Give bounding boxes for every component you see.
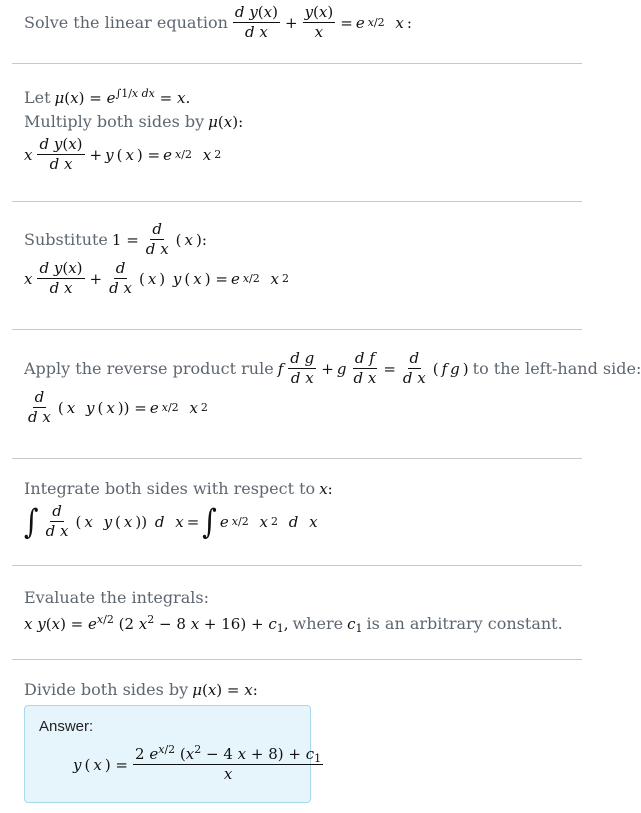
equation: x $y(x) = e^{x/2}$ (2 $x^2 - 8$ $x + 16) + c_1$, [24, 613, 289, 635]
equation: $\frac{d}{\text{d x}}$ ( x y ( x )) = e x/2 x 2 [28, 388, 208, 426]
step-text-2: Multiply both sides by [24, 112, 205, 131]
step-text: Divide both sides by [24, 680, 189, 699]
product-rule: f $\frac{\text{d g}}{\text{d x}}$ + g $\frac{\text{d f}}{\text{d x}}$ = $\frac{d}{\text{d x}}$ ( f g ) [277, 349, 469, 387]
step-text: Let [24, 88, 51, 107]
step-text: Substitute [24, 229, 108, 249]
divider [12, 329, 582, 330]
step-substitute [24, 221, 621, 297]
step-text: Integrate both sides with respect to [24, 479, 316, 498]
mu-equals-x: μ(x) = x: [192, 681, 258, 699]
divider [12, 659, 582, 660]
step-suffix-2: is an arbitrary constant. [366, 614, 563, 633]
answer-equation: y ( x ) = $\frac{2 e^{x/2} (x^2 - 4 x + 8) + c_1}{x}$ [73, 743, 322, 783]
differential-equation: $\frac{\text{d y(x)}}{\text{d x}}$ + $\frac{y(x)}{x}$ = e x/2 x : [234, 3, 412, 41]
variable: x: [319, 480, 333, 498]
integrating-factor: $\mu(x) = e^{\int 1/x dx} = x$. [54, 87, 191, 107]
step-suffix: where [292, 614, 344, 633]
step-text: Apply the reverse product rule [24, 358, 274, 378]
equation: ∫ $\frac{d}{\text{d x}}$ ( x y ( x )) d x = ∫ e x/2 x 2 d x [24, 501, 318, 541]
step-integrating-factor [24, 88, 621, 173]
step-problem [24, 4, 621, 41]
step-text: Solve the linear equation [24, 12, 228, 32]
divider [12, 63, 582, 64]
divider [12, 565, 582, 566]
divider [12, 201, 582, 202]
constant-symbol: $c_1$ [347, 615, 363, 635]
step-product-rule [24, 349, 641, 426]
substitution: 1 = $\frac{d}{\text{d x}}$ ( x ): [111, 220, 207, 258]
step-evaluate [24, 588, 621, 634]
mu-expression: μ(x): [208, 113, 244, 131]
step-divide [24, 680, 621, 700]
equation: x $\frac{\text{d y(x)}}{\text{d x}}$ + y ( x ) = e x/2 x 2 [24, 135, 222, 173]
divider [12, 458, 582, 459]
answer-box [24, 705, 322, 803]
step-suffix: to the left-hand side: [472, 358, 641, 378]
step-integrate [24, 479, 621, 540]
step-text: Evaluate the integrals: [24, 588, 209, 607]
answer-label: Answer: [39, 718, 94, 735]
equation: x $\frac{\text{d y(x)}}{\text{d x}}$ + $\frac{d}{\text{d x}}$ ( x ) y ( x ) = e x/2 x 2 [24, 259, 290, 297]
